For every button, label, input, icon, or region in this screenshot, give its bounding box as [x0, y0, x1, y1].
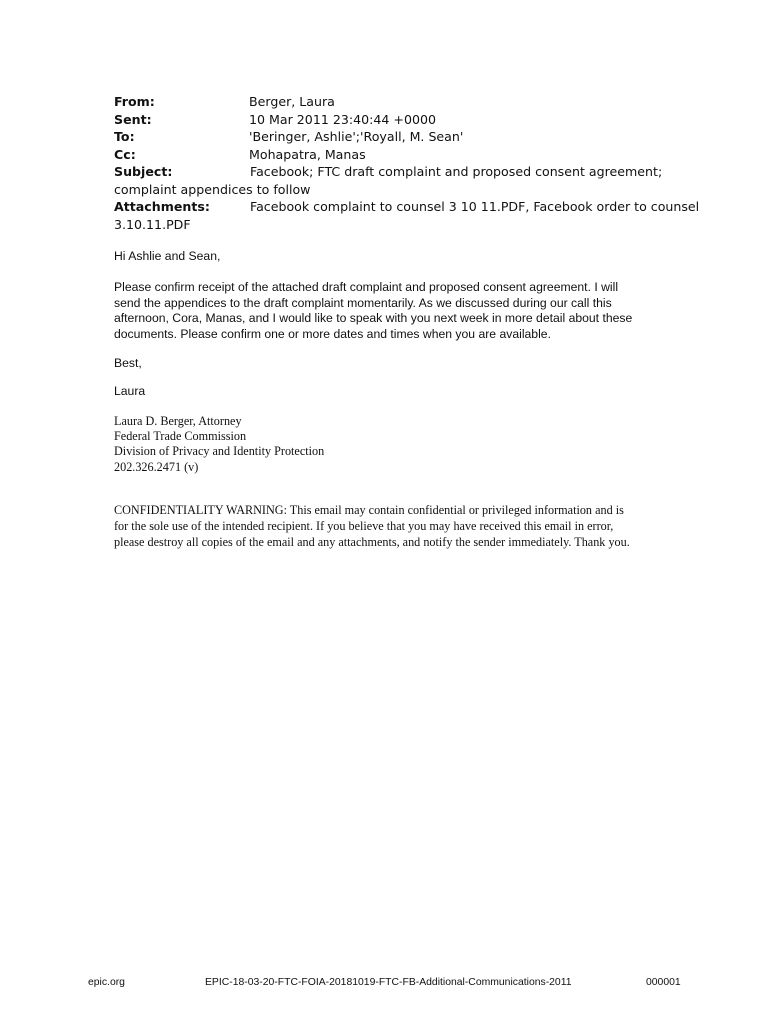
attachments-value: Facebook complaint to counsel 3 10 11.PDF, Facebook order to counsel — [250, 199, 700, 214]
email-paragraph — [114, 280, 674, 342]
paragraph-line: send the appendices to the draft complaint momentarily. As we discussed during our call this — [114, 295, 612, 310]
warning-line: please destroy all copies of the email and any attachments, and notify the sender immediately. Thank you. — [114, 535, 630, 549]
signature-phone: 202.326.2471 (v) — [114, 459, 199, 474]
signature-agency: Federal Trade Commission — [114, 429, 247, 444]
attachments-label: Attachments: — [114, 199, 210, 214]
warning-line: for the sole use of the intended recipient. If you believe that you may have received this email in error, — [114, 519, 614, 533]
signature-division: Division of Privacy and Identity Protection — [114, 444, 325, 459]
email-closing: Best, — [114, 356, 142, 370]
to-label: To: — [114, 129, 135, 144]
subject-label: Subject: — [114, 164, 173, 179]
from-row — [114, 93, 674, 111]
cc-label: Cc: — [114, 146, 136, 162]
cc-value: Mohapatra, Manas — [249, 146, 366, 162]
footer-page-number: 000001 — [646, 977, 681, 988]
attachments-value-continued: 3.10.11.PDF — [114, 216, 191, 232]
email-sender-name: Laura — [114, 384, 146, 398]
attachments-row — [114, 198, 700, 216]
warning-line: CONFIDENTIALITY WARNING: This email may contain confidential or privileged information and is — [114, 503, 624, 517]
signature-name-title: Laura D. Berger, Attorney — [114, 414, 242, 428]
email-greeting: Hi Ashlie and Sean, — [114, 249, 221, 263]
cc-row — [114, 146, 674, 164]
subject-value: Facebook; FTC draft complaint and proposed consent agreement; — [250, 164, 663, 179]
sent-row — [114, 111, 674, 129]
email-header — [114, 93, 700, 233]
footer-source: epic.org — [88, 977, 125, 988]
subject-value-continued: complaint appendices to follow — [114, 181, 311, 197]
confidentiality-warning — [114, 502, 674, 550]
subject-row — [114, 163, 674, 181]
paragraph-line: documents. Please confirm one or more dates and times when you are available. — [114, 326, 551, 341]
to-row — [114, 128, 674, 146]
footer-document-id: EPIC-18-03-20-FTC-FOIA-20181019-FTC-FB-Additional-Communications-2011 — [205, 977, 572, 988]
sent-label: Sent: — [114, 111, 152, 127]
from-value: Berger, Laura — [249, 94, 335, 109]
to-value: 'Beringer, Ashlie';'Royall, M. Sean' — [249, 129, 464, 144]
email-signature — [114, 414, 324, 475]
from-label: From: — [114, 94, 155, 109]
paragraph-line: afternoon, Cora, Manas, and I would like to speak with you next week in more detail about these — [114, 311, 633, 325]
paragraph-line: Please confirm receipt of the attached draft complaint and proposed consent agreement. I will — [114, 280, 619, 294]
sent-value: 10 Mar 2011 23:40:44 +0000 — [249, 111, 437, 127]
